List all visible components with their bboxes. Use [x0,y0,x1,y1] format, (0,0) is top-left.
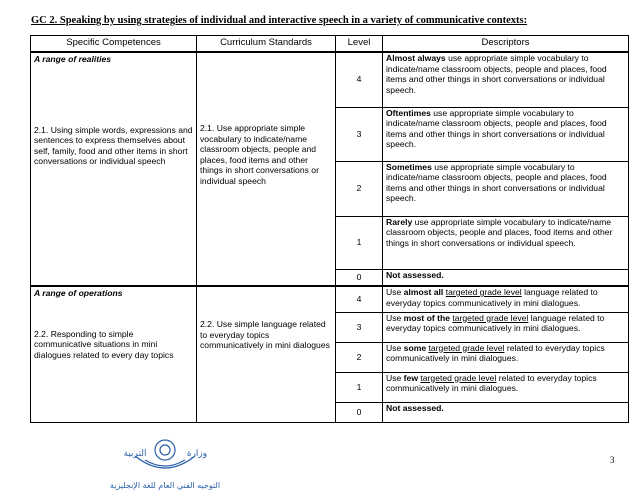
descriptor-cell [383,402,629,422]
descriptor-pre: Use [386,287,404,297]
rubric-table [30,35,629,423]
standard-cell-1 [197,52,336,286]
logo-text-bottom: التوجيه الفني العام للغة الإنجليزية [109,481,221,490]
level-cell: 3 [336,312,383,342]
competence-cell-1 [31,52,197,286]
section-label-realities: A range of realities [34,54,112,64]
descriptor-text: related to everyday topics communicatively in mini dialogues. [386,372,597,394]
level-cell: 0 [336,402,383,422]
descriptor-lead: Rarely [386,216,413,227]
competence-text-1: 2.1. Using simple words, expressions and sentences to express themselves about self, family, food and other items in short conversations or individual speech [34,124,193,167]
descriptor-text: related to everyday topics communicatively in mini dialogues. [386,342,605,364]
header-competences: Specific Competences [31,36,197,53]
descriptor-text: use appropriate simple vocabulary to indicate/name classroom objects, people and places, food items and other things in short conversations or individual speech. [386,107,607,150]
descriptor-lead: almost all [403,287,444,297]
descriptor-cell [383,52,629,107]
descriptor-cell [383,161,629,216]
competence-cell-2 [31,286,197,422]
level-cell: 3 [336,107,383,161]
page-number: 3 [610,455,615,465]
header-level: Level [336,36,383,53]
level-cell: 4 [336,52,383,107]
descriptor-text: use appropriate simple vocabulary to indicate/name classroom objects, people and places, food items and other things in short conversations or individual speech. [386,161,607,204]
descriptor-underlined: targeted grade level [420,372,497,383]
standard-text-2: 2.2. Use simple language related to everyday topics communicatively in mini dialogues [200,319,330,351]
competence-text-2: 2.2. Responding to simple communicative situations in mini dialogues related to every day topics [34,328,174,360]
descriptor-lead: Sometimes [386,161,432,172]
descriptor-underlined: targeted grade level [445,287,522,297]
descriptor-pre: Use [386,312,404,323]
level-cell: 2 [336,342,383,372]
descriptor-lead: Not assessed. [386,269,444,280]
level-cell: 1 [336,372,383,402]
logo-text-top: وزارة [186,449,208,459]
level-cell: 0 [336,269,383,286]
descriptor-lead: some [403,342,427,353]
header-descriptors: Descriptors [383,36,629,53]
page-title: GC 2. Speaking by using strategies of individual and interactive speech in a variety of communicative contexts: [31,15,528,26]
table-row [31,286,629,312]
descriptor-lead: Not assessed. [386,402,444,413]
descriptor-text: use appropriate simple vocabulary to indicate/name classroom objects, people and places, food items and other things in short conversations or individual speech. [386,216,613,248]
level-cell: 4 [336,286,383,312]
descriptor-text: use appropriate simple vocabulary to indicate/name classroom objects, people and places, food items and other things in short conversations or individual speech. [386,53,607,95]
header-row [31,36,629,53]
standard-text-1: 2.1. Use appropriate simple vocabulary to indicate/name classroom objects, people and places, food items and other things in short conversations or individual speech [200,123,319,186]
descriptor-cell [383,269,629,286]
level-cell: 1 [336,216,383,269]
descriptor-lead: most of the [403,312,450,323]
header-standards: Curriculum Standards [197,36,336,53]
descriptor-underlined: targeted grade level [452,312,529,323]
descriptor-lead: Oftentimes [386,107,431,118]
level-cell: 2 [336,161,383,216]
descriptor-lead: Almost always [386,53,446,63]
descriptor-cell [383,107,629,161]
section-label-operations: A range of operations [34,288,123,298]
logo-text-right: التربية [123,449,147,459]
descriptor-pre: Use [386,372,404,383]
ministry-logo [85,436,245,492]
descriptor-cell [383,342,629,372]
descriptor-underlined: targeted grade level [428,342,505,353]
descriptor-pre: Use [386,342,404,353]
descriptor-text: language related to everyday topics communicatively in mini dialogues. [386,287,598,308]
descriptor-lead: few [403,372,418,383]
descriptor-cell [383,312,629,342]
descriptor-cell [383,216,629,269]
descriptor-cell [383,286,629,312]
descriptor-text: language related to everyday topics communicatively in mini dialogues. [386,312,605,334]
table-row [31,52,629,107]
standard-cell-2 [197,286,336,422]
descriptor-cell [383,372,629,402]
